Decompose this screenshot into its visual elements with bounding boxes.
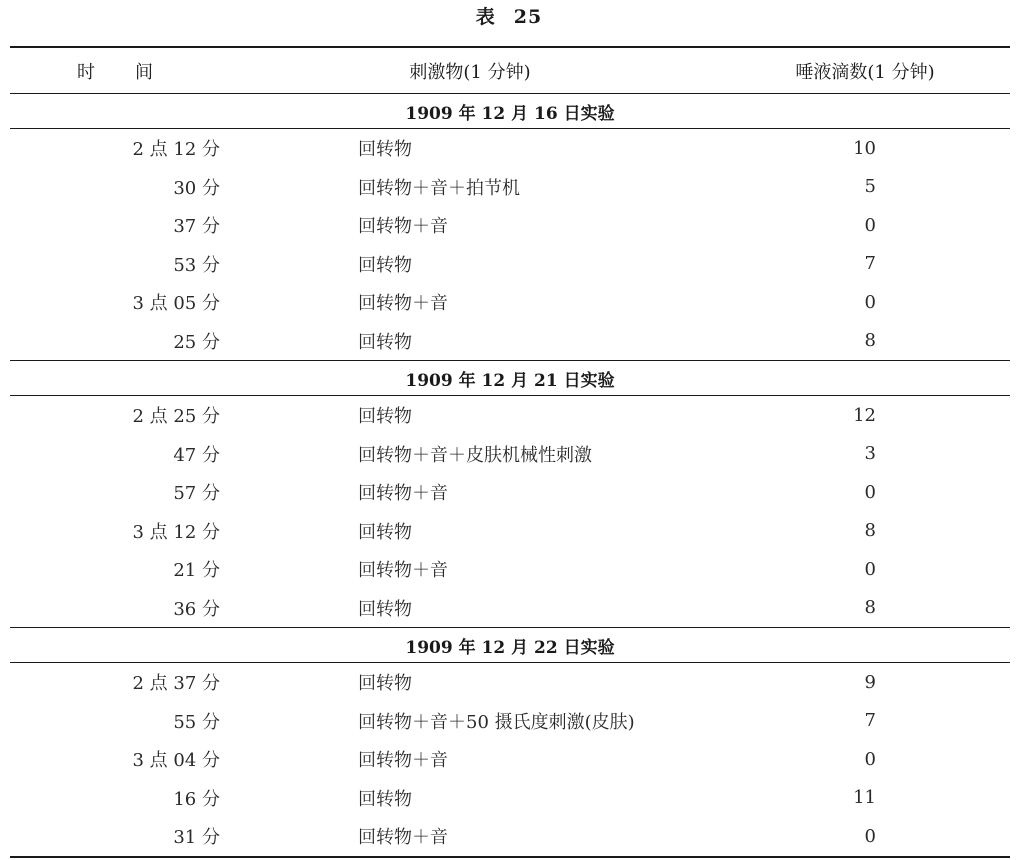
cell-time: 47 分 bbox=[173, 444, 220, 466]
table-row bbox=[10, 663, 1010, 702]
section-heading: 1909 年 12 月 21 日实验 bbox=[10, 361, 1010, 396]
cell-drops bbox=[720, 396, 1010, 435]
cell-drops bbox=[720, 245, 1010, 284]
cell-drops-value: 7 bbox=[864, 710, 876, 732]
cell-stimulus: 回转物 bbox=[358, 406, 412, 428]
cell-drops bbox=[720, 129, 1010, 168]
table-row bbox=[10, 512, 1010, 551]
header-time-char-2: 间 bbox=[135, 61, 153, 83]
cell-drops bbox=[720, 779, 1010, 818]
table-title bbox=[0, 4, 1018, 30]
section-heading-row bbox=[10, 94, 1010, 129]
cell-time: 21 分 bbox=[173, 560, 220, 582]
table-row bbox=[10, 589, 1010, 628]
table-row bbox=[10, 473, 1010, 512]
table-row bbox=[10, 129, 1010, 168]
cell-drops bbox=[720, 206, 1010, 245]
cell-stimulus: 回转物＋音 bbox=[358, 293, 448, 315]
table-row bbox=[10, 779, 1010, 818]
cell-drops-value: 5 bbox=[864, 176, 876, 198]
cell-drops bbox=[720, 740, 1010, 779]
cell-time: 2 点 12 分 bbox=[132, 139, 220, 161]
cell-drops-value: 0 bbox=[864, 291, 876, 313]
cell-drops-value: 8 bbox=[864, 597, 876, 619]
cell-time: 53 分 bbox=[173, 254, 220, 276]
cell-time: 37 分 bbox=[173, 216, 220, 238]
section-heading: 1909 年 12 月 16 日实验 bbox=[10, 94, 1010, 129]
header-time bbox=[10, 47, 220, 94]
table-row bbox=[10, 550, 1010, 589]
cell-stimulus: 回转物＋音＋拍节机 bbox=[358, 177, 520, 199]
cell-drops bbox=[720, 550, 1010, 589]
table-row bbox=[10, 245, 1010, 284]
cell-stimulus: 回转物＋音 bbox=[358, 560, 448, 582]
cell-time: 2 点 25 分 bbox=[132, 406, 220, 428]
table-row bbox=[10, 168, 1010, 207]
cell-drops-value: 9 bbox=[864, 671, 876, 693]
cell-time: 3 点 04 分 bbox=[132, 750, 220, 772]
table-body bbox=[10, 94, 1010, 857]
cell-drops bbox=[720, 663, 1010, 702]
cell-drops-value: 12 bbox=[853, 404, 876, 426]
header-stimulus: 刺激物(1 分钟) bbox=[220, 47, 720, 94]
cell-drops bbox=[720, 283, 1010, 322]
table-row bbox=[10, 396, 1010, 435]
cell-stimulus: 回转物 bbox=[358, 521, 412, 543]
cell-drops bbox=[720, 589, 1010, 628]
table-row bbox=[10, 322, 1010, 361]
header-row bbox=[10, 47, 1010, 94]
cell-drops-value: 0 bbox=[864, 825, 876, 847]
cell-drops-value: 10 bbox=[853, 137, 876, 159]
cell-stimulus: 回转物＋音 bbox=[358, 827, 448, 849]
cell-drops bbox=[720, 817, 1010, 857]
cell-drops bbox=[720, 702, 1010, 741]
cell-time: 3 点 12 分 bbox=[132, 521, 220, 543]
cell-stimulus: 回转物 bbox=[358, 598, 412, 620]
table-row bbox=[10, 206, 1010, 245]
cell-stimulus: 回转物 bbox=[358, 788, 412, 810]
cell-drops-value: 0 bbox=[864, 558, 876, 580]
cell-time: 16 分 bbox=[173, 788, 220, 810]
cell-time: 57 分 bbox=[173, 483, 220, 505]
header-drops: 唾液滴数(1 分钟) bbox=[720, 47, 1010, 94]
cell-drops bbox=[720, 473, 1010, 512]
cell-stimulus: 回转物＋音＋皮肤机械性刺激 bbox=[358, 444, 592, 466]
table-header bbox=[10, 47, 1010, 94]
table-row bbox=[10, 740, 1010, 779]
cell-drops-value: 8 bbox=[864, 520, 876, 542]
data-table bbox=[10, 46, 1010, 858]
cell-time: 30 分 bbox=[173, 177, 220, 199]
cell-time: 36 分 bbox=[173, 598, 220, 620]
cell-stimulus: 回转物 bbox=[358, 673, 412, 695]
cell-time: 25 分 bbox=[173, 331, 220, 353]
cell-time: 3 点 05 分 bbox=[132, 293, 220, 315]
cell-drops bbox=[720, 512, 1010, 551]
section-heading-row bbox=[10, 361, 1010, 396]
table-row bbox=[10, 702, 1010, 741]
section-heading-row bbox=[10, 628, 1010, 663]
cell-drops bbox=[720, 435, 1010, 474]
cell-drops-value: 3 bbox=[864, 443, 876, 465]
cell-stimulus: 回转物＋音 bbox=[358, 750, 448, 772]
cell-drops-value: 11 bbox=[853, 787, 876, 809]
header-time-char-1: 时 bbox=[77, 61, 95, 83]
table-title-prefix: 表 bbox=[475, 6, 496, 28]
cell-drops-value: 8 bbox=[864, 330, 876, 352]
cell-stimulus: 回转物＋音 bbox=[358, 483, 448, 505]
cell-time: 31 分 bbox=[173, 827, 220, 849]
cell-drops-value: 0 bbox=[864, 214, 876, 236]
cell-stimulus: 回转物＋音＋50 摄氏度刺激(皮肤) bbox=[358, 711, 635, 733]
cell-stimulus: 回转物 bbox=[358, 139, 412, 161]
cell-drops-value: 0 bbox=[864, 748, 876, 770]
cell-stimulus: 回转物＋音 bbox=[358, 216, 448, 238]
section-heading: 1909 年 12 月 22 日实验 bbox=[10, 628, 1010, 663]
cell-drops-value: 0 bbox=[864, 481, 876, 503]
cell-time: 55 分 bbox=[173, 711, 220, 733]
cell-stimulus: 回转物 bbox=[358, 254, 412, 276]
table-row bbox=[10, 283, 1010, 322]
cell-time: 2 点 37 分 bbox=[132, 673, 220, 695]
table-row bbox=[10, 817, 1010, 857]
table-row bbox=[10, 435, 1010, 474]
cell-stimulus: 回转物 bbox=[358, 331, 412, 353]
cell-drops bbox=[720, 322, 1010, 361]
cell-drops-value: 7 bbox=[864, 253, 876, 275]
cell-drops bbox=[720, 168, 1010, 207]
table-title-number: 25 bbox=[513, 6, 543, 28]
